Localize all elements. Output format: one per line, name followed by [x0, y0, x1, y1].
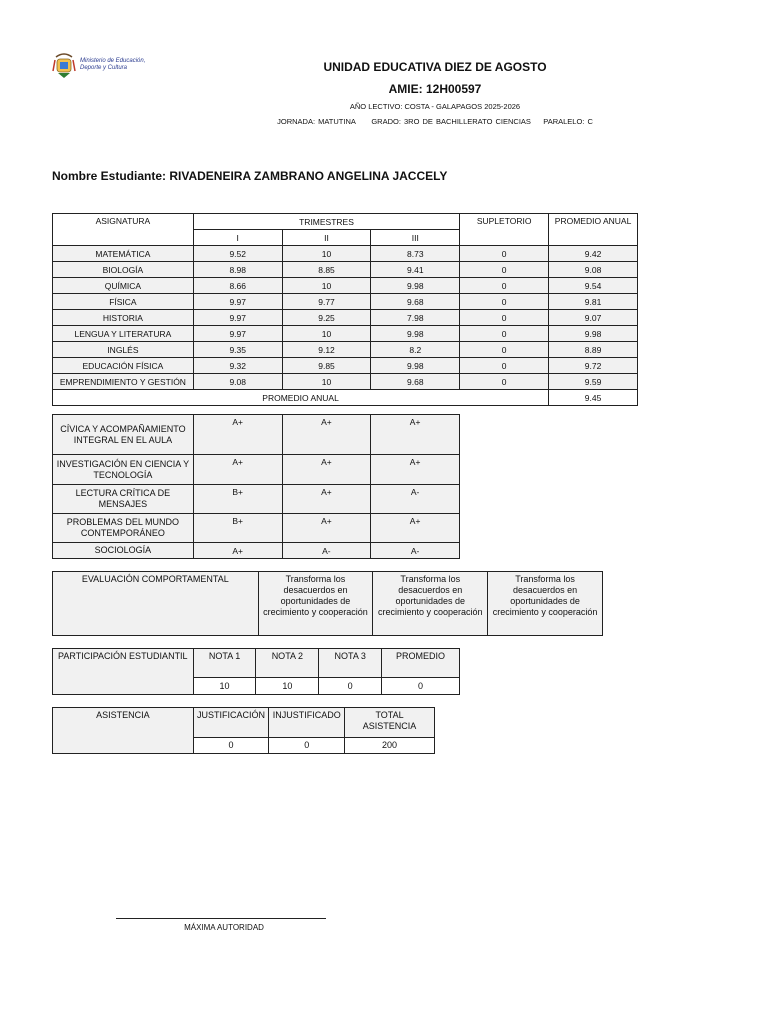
grade-t2: 8.85: [282, 262, 371, 278]
grade-subject: EMPRENDIMIENTO Y GESTIÓN: [53, 374, 194, 390]
grade-t3: 9.41: [371, 262, 460, 278]
grade-t1: 9.97: [193, 326, 282, 342]
grade-subject: EDUCACIÓN FÍSICA: [53, 358, 194, 374]
header-asignatura: ASIGNATURA: [53, 214, 194, 246]
grade-t3: 8.2: [371, 342, 460, 358]
ano-lectivo: AÑO LECTIVO: COSTA - GALAPAGOS 2025-2026: [349, 102, 521, 111]
qualitative-t1: A+: [193, 415, 282, 455]
grade-row: [53, 310, 638, 326]
participation-label: PARTICIPACIÓN ESTUDIANTIL: [53, 649, 194, 695]
grade-t1: 9.97: [193, 294, 282, 310]
grade-t1: 8.66: [193, 278, 282, 294]
grade-row: [53, 358, 638, 374]
promedio-anual-row: [53, 390, 638, 406]
grade-t3: 8.73: [371, 246, 460, 262]
qualitative-subject: INVESTIGACIÓN EN CIENCIA Y TECNOLOGÍA: [53, 455, 194, 485]
grade-t3: 7.98: [371, 310, 460, 326]
grades-header-row: [53, 214, 638, 230]
qualitative-row: [53, 455, 460, 485]
qualitative-t3: A+: [371, 455, 460, 485]
behavior-t3: Transforma los desacuerdos en oportunidades de crecimiento y cooperación: [488, 572, 603, 636]
grade-supletorio: 0: [460, 278, 549, 294]
grade-t3: 9.98: [371, 326, 460, 342]
logo-text-line1: Ministerio de Educación,: [80, 58, 146, 64]
qualitative-subject: CÍVICA Y ACOMPAÑAMIENTO INTEGRAL EN EL AULA: [53, 415, 194, 455]
attendance-h2: INJUSTIFICADO: [269, 708, 345, 738]
signature-label: MÁXIMA AUTORIDAD: [184, 923, 264, 932]
amie-code: AMIE: 12H00597: [388, 82, 482, 96]
grade-t3: 9.98: [371, 358, 460, 374]
grade-promedio: 9.59: [549, 374, 638, 390]
grade-t1: 9.32: [193, 358, 282, 374]
participation-table: [52, 648, 460, 695]
promedio-anual-label: PROMEDIO ANUAL: [53, 390, 549, 406]
school-name: UNIDAD EDUCATIVA DIEZ DE AGOSTO: [323, 60, 547, 74]
grade-t2: 10: [282, 374, 371, 390]
behavior-row: [53, 572, 603, 636]
grade-subject: LENGUA Y LITERATURA: [53, 326, 194, 342]
grade-promedio: 9.42: [549, 246, 638, 262]
header-promedio-anual: PROMEDIO ANUAL: [549, 214, 638, 246]
grade-supletorio: 0: [460, 342, 549, 358]
participation-v4: 0: [382, 678, 460, 695]
paralelo: PARALELO: C: [543, 117, 593, 126]
participation-v3: 0: [319, 678, 382, 695]
grade-t1: 9.97: [193, 310, 282, 326]
behavior-t2: Transforma los desacuerdos en oportunidades de crecimiento y cooperación: [373, 572, 488, 636]
promedio-anual-value: 9.45: [549, 390, 638, 406]
grade-t2: 9.85: [282, 358, 371, 374]
grade-t2: 10: [282, 278, 371, 294]
qualitative-t2: A+: [282, 415, 371, 455]
grade-promedio: 9.72: [549, 358, 638, 374]
grade-promedio: 8.89: [549, 342, 638, 358]
grade-subject: MATEMÁTICA: [53, 246, 194, 262]
grade-row: [53, 294, 638, 310]
attendance-v3: 200: [345, 738, 435, 754]
qualitative-row: [53, 543, 460, 559]
attendance-v2: 0: [269, 738, 345, 754]
logo-text-line2: Deporte y Cultura: [80, 65, 128, 71]
qualitative-t3: A-: [371, 543, 460, 559]
grade-t2: 9.25: [282, 310, 371, 326]
participation-h1: NOTA 1: [193, 649, 256, 678]
grade-subject: INGLÉS: [53, 342, 194, 358]
coat-of-arms-icon: [52, 51, 76, 79]
grade-t2: 10: [282, 246, 371, 262]
grade-row: [53, 342, 638, 358]
behavior-label: EVALUACIÓN COMPORTAMENTAL: [53, 572, 259, 636]
qualitative-t1: A+: [193, 543, 282, 559]
grade-subject: HISTORIA: [53, 310, 194, 326]
grade-subject: BIOLOGÍA: [53, 262, 194, 278]
qualitative-subject: PROBLEMAS DEL MUNDO CONTEMPORÁNEO: [53, 514, 194, 543]
participation-h2: NOTA 2: [256, 649, 319, 678]
grade-supletorio: 0: [460, 294, 549, 310]
grade-t2: 9.12: [282, 342, 371, 358]
header-t2: II: [282, 230, 371, 246]
student-name: Nombre Estudiante: RIVADENEIRA ZAMBRANO ANGELINA JACCELY: [52, 169, 448, 183]
grade-row: [53, 246, 638, 262]
attendance-label: ASISTENCIA: [53, 708, 194, 754]
grade-supletorio: 0: [460, 326, 549, 342]
qualitative-t2: A+: [282, 485, 371, 514]
header-t3: III: [371, 230, 460, 246]
qualitative-t1: A+: [193, 455, 282, 485]
grade-row: [53, 262, 638, 278]
qualitative-subject: LECTURA CRÍTICA DE MENSAJES: [53, 485, 194, 514]
grade-t3: 9.68: [371, 294, 460, 310]
grade-supletorio: 0: [460, 358, 549, 374]
grade-subject: FÍSICA: [53, 294, 194, 310]
grade-t3: 9.68: [371, 374, 460, 390]
grade-promedio: 9.08: [549, 262, 638, 278]
header-supletorio: SUPLETORIO: [460, 214, 549, 246]
grade-promedio: 9.54: [549, 278, 638, 294]
attendance-h3: TOTAL ASISTENCIA: [345, 708, 435, 738]
grades-table: [52, 213, 638, 406]
jornada-line: [190, 117, 680, 126]
qualitative-row: [53, 485, 460, 514]
qualitative-t3: A+: [371, 415, 460, 455]
grade-promedio: 9.98: [549, 326, 638, 342]
grado: GRADO: 3RO DE BACHILLERATO CIENCIAS: [371, 117, 531, 126]
grade-t1: 9.52: [193, 246, 282, 262]
qualitative-subject: SOCIOLOGÍA: [53, 543, 194, 559]
grade-t1: 9.08: [193, 374, 282, 390]
behavior-t1: Transforma los desacuerdos en oportunidades de crecimiento y cooperación: [258, 572, 373, 636]
grade-supletorio: 0: [460, 310, 549, 326]
participation-v1: 10: [193, 678, 256, 695]
grade-row: [53, 374, 638, 390]
qualitative-row: [53, 514, 460, 543]
attendance-header-row: [53, 708, 435, 738]
jornada: JORNADA: MATUTINA: [277, 117, 356, 126]
grade-supletorio: 0: [460, 246, 549, 262]
grade-supletorio: 0: [460, 374, 549, 390]
grade-t1: 9.35: [193, 342, 282, 358]
grade-t3: 9.98: [371, 278, 460, 294]
participation-header-row: [53, 649, 460, 678]
qualitative-t2: A+: [282, 514, 371, 543]
grade-t1: 8.98: [193, 262, 282, 278]
grade-t2: 9.77: [282, 294, 371, 310]
grade-t2: 10: [282, 326, 371, 342]
attendance-h1: JUSTIFICACIÓN: [193, 708, 269, 738]
grade-row: [53, 326, 638, 342]
qualitative-t2: A+: [282, 455, 371, 485]
qualitative-t1: B+: [193, 485, 282, 514]
participation-h3: NOTA 3: [319, 649, 382, 678]
attendance-table: [52, 707, 435, 754]
grade-promedio: 9.81: [549, 294, 638, 310]
header-trimestres: TRIMESTRES: [193, 214, 459, 230]
signature-line: [116, 918, 326, 919]
grade-supletorio: 0: [460, 262, 549, 278]
attendance-v1: 0: [193, 738, 269, 754]
grade-row: [53, 278, 638, 294]
qualitative-t3: A-: [371, 485, 460, 514]
behavior-table: [52, 571, 603, 636]
qualitative-t1: B+: [193, 514, 282, 543]
qualitative-row: [53, 415, 460, 455]
grade-promedio: 9.07: [549, 310, 638, 326]
participation-v2: 10: [256, 678, 319, 695]
ministry-logo: [52, 50, 162, 80]
header-t1: I: [193, 230, 282, 246]
qualitative-table: [52, 414, 460, 559]
grade-subject: QUÍMICA: [53, 278, 194, 294]
qualitative-t3: A+: [371, 514, 460, 543]
qualitative-t2: A-: [282, 543, 371, 559]
participation-h4: PROMEDIO: [382, 649, 460, 678]
